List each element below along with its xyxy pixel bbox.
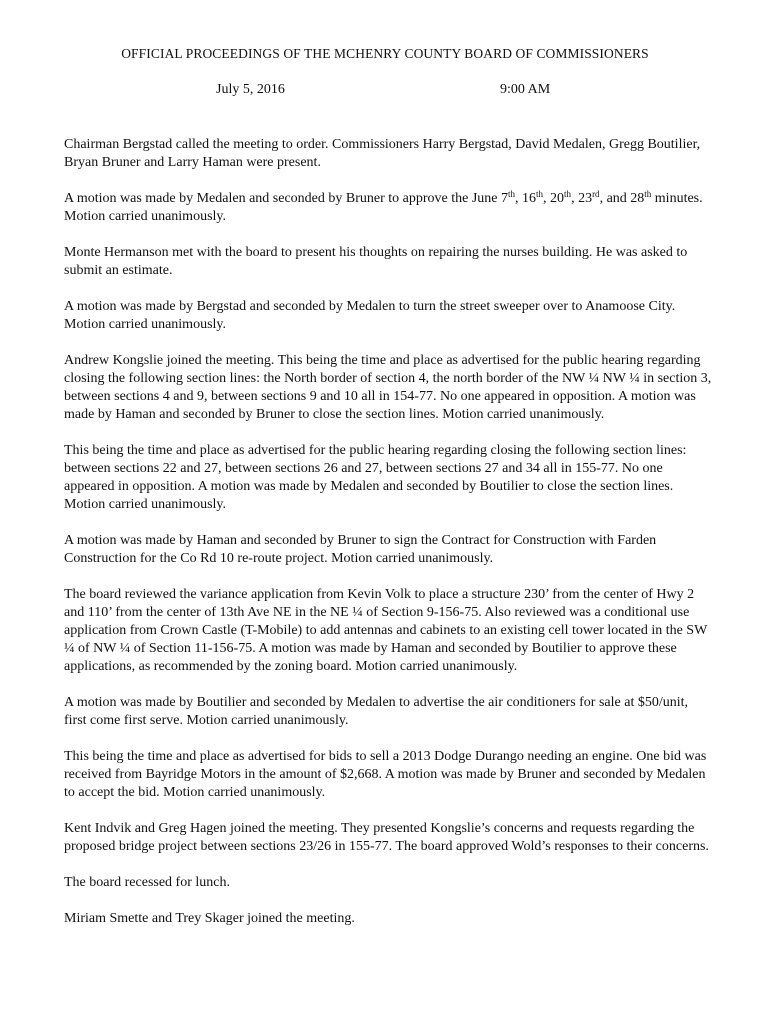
paragraph-bridge-project: Kent Indvik and Greg Hagen joined the meeting. They presented Kongslie’s concerns and requests regarding the proposed bridge project between sections 23/26 in 155-77. The board approved Wold’s responses to their concerns. [64,821,709,854]
paragraph-recess: The board recessed for lunch. [64,875,230,890]
meeting-time: 9:00 AM [500,82,551,97]
paragraph-attendees-joined: Miriam Smette and Trey Skager joined the meeting. [64,911,355,926]
meeting-date: July 5, 2016 [216,82,285,97]
minutes-date: , and 28 [599,191,645,206]
paragraph-call-to-order: Chairman Bergstad called the meeting to order. Commissioners Harry Bergstad, David Medalen, Gregg Boutilier, Bryan Bruner and Larry Haman were present. [64,137,701,170]
ordinal-suffix: th [536,189,544,199]
ordinal-suffix: th [508,189,516,199]
paragraph-construction-contract: A motion was made by Haman and seconded by Bruner to sign the Contract for Construction with Farden Construction for the Co Rd 10 re-route project. Motion carried unanimously. [64,533,657,566]
document-body [64,136,712,946]
minutes-date: , 16 [515,191,537,206]
ordinal-suffix: rd [592,189,600,199]
paragraph-durango-bid: This being the time and place as advertised for bids to sell a 2013 Dodge Durango needing an engine. One bid was received from Bayridge Motors in the amount of $2,668. A motion was made by Bruner and seconded by Medalen to accept the bid. Motion carried unanimously. [64,749,707,800]
paragraph-air-conditioners: A motion was made by Boutilier and seconded by Medalen to advertise the air conditioners for sale at $50/unit, first come first serve. Motion carried unanimously. [64,695,689,728]
minutes-date: , 20 [543,191,565,206]
paragraph-street-sweeper: A motion was made by Bergstad and seconded by Medalen to turn the street sweeper over to Anamoose City. Motion carried unanimously. [64,299,676,332]
minutes-text-start: A motion was made by Medalen and seconded by Bruner to approve the June 7 [64,191,509,206]
document-title: OFFICIAL PROCEEDINGS OF THE MCHENRY COUNTY BOARD OF COMMISSIONERS [121,46,649,61]
paragraph-hearing-154-77: Andrew Kongslie joined the meeting. This being the time and place as advertised for the public hearing regarding closing the following section lines: the North border of section 4, the north border of the NW ¼ NW ¼ in section 3, between sections 4 and 9, between sections 9 and 10 all in 154-77. No one appeared in opposition. A motion was made by Haman and seconded by Bruner to close the section lines. Motion carried unanimously. [64,353,712,422]
ordinal-suffix: th [644,189,652,199]
paragraph-minutes-approval [64,190,712,226]
paragraph-hearing-155-77: This being the time and place as advertised for the public hearing regarding closing the following section lines: between sections 22 and 27, between sections 26 and 27, between sections 27 and 34 all in 155-77. No one appeared in opposition. A motion was made by Medalen and seconded by Boutilier to close the section lines. Motion carried unanimously. [64,443,687,512]
paragraph-nurses-building: Monte Hermanson met with the board to present his thoughts on repairing the nurses building. He was asked to submit an estimate. [64,245,688,278]
minutes-date: , 23 [571,191,593,206]
ordinal-suffix: th [564,189,572,199]
paragraph-variance-application: The board reviewed the variance application from Kevin Volk to place a structure 230’ from the center of Hwy 2 and 110’ from the center of 13th Ave NE in the NE ¼ of Section 9-156-75. Also reviewed was a conditional use application from Crown Castle (T-Mobile) to add antennas and cabinets to an existing cell tower located in the SW ¼ of NW ¼ of Section 11-156-75. A motion was made by Haman and seconded by Boutilier to approve these applications, as recommended by the zoning board. Motion carried unanimously. [64,587,708,674]
minutes-text-end: minutes. Motion carried unanimously. [64,191,703,224]
